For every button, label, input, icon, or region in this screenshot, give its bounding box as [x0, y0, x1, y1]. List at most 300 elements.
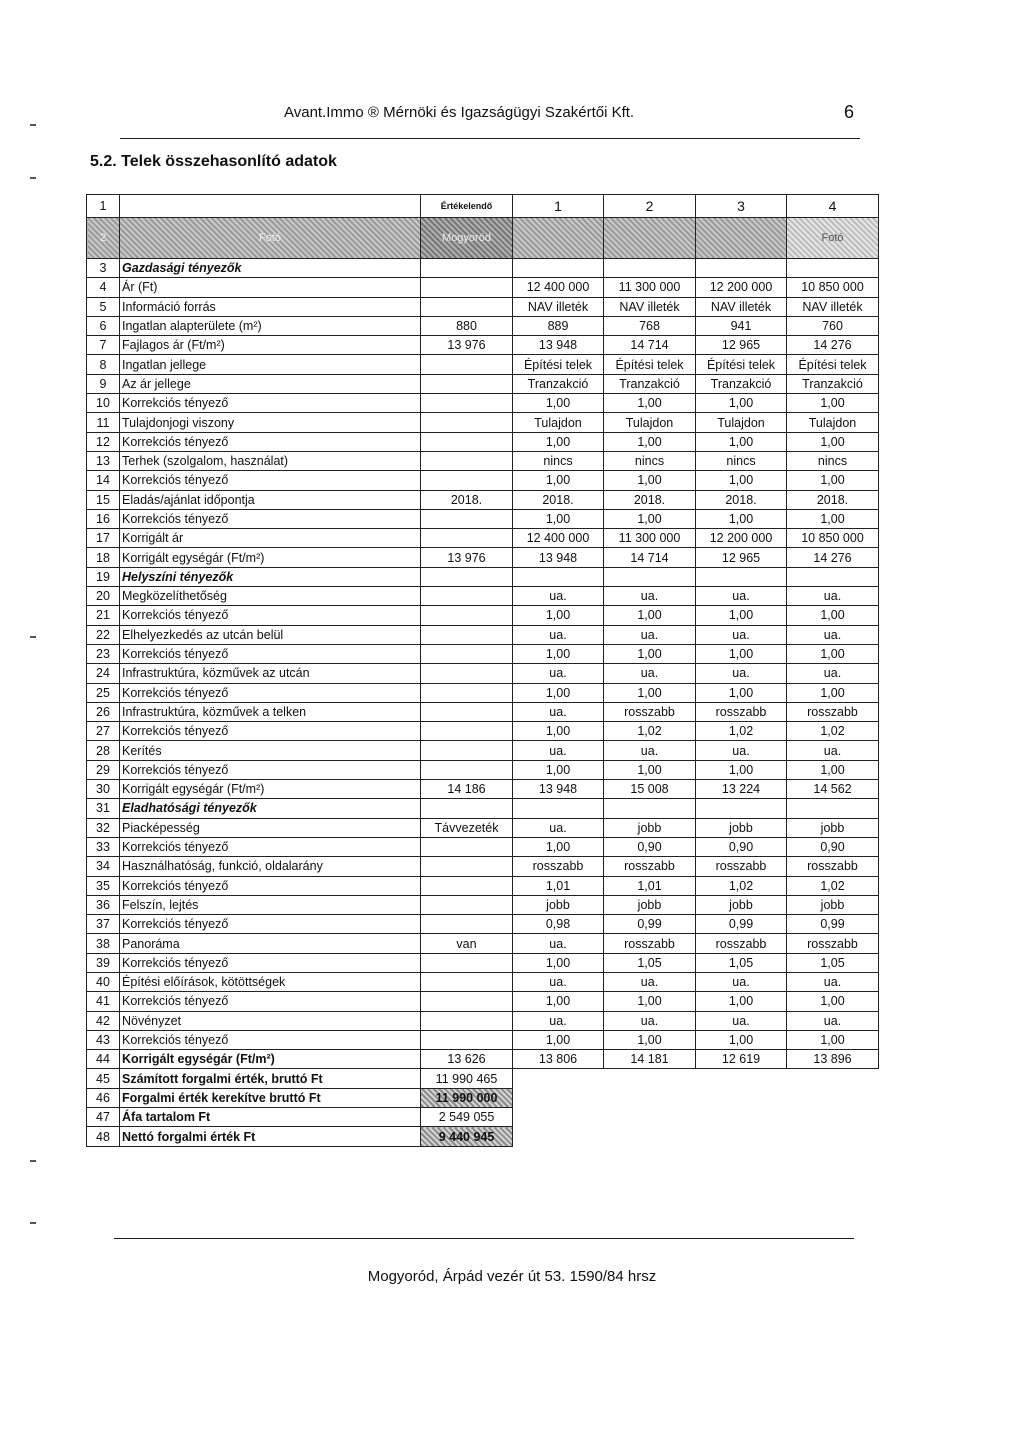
value-cell — [421, 741, 513, 760]
header-cell: 1 — [513, 195, 604, 218]
value-cell — [696, 567, 787, 586]
value-cell: 1,00 — [696, 606, 787, 625]
table-row — [87, 587, 879, 606]
row-number: 44 — [87, 1050, 120, 1069]
value-cell — [421, 799, 513, 818]
value-cell: 1,00 — [604, 509, 696, 528]
table-row — [87, 394, 879, 413]
row-label: Az ár jellege — [120, 374, 421, 393]
summary-value: 11 990 000 — [421, 1088, 513, 1107]
row-number: 30 — [87, 780, 120, 799]
table-row — [87, 336, 879, 355]
row-number: 21 — [87, 606, 120, 625]
value-cell: 1,00 — [787, 683, 879, 702]
value-cell: jobb — [604, 895, 696, 914]
row-number: 45 — [87, 1069, 120, 1088]
value-cell — [421, 529, 513, 548]
value-cell: ua. — [513, 818, 604, 837]
row-number: 5 — [87, 297, 120, 316]
value-cell: 1,02 — [696, 876, 787, 895]
value-cell: ua. — [787, 664, 879, 683]
value-cell: 2018. — [696, 490, 787, 509]
value-cell: 14 181 — [604, 1050, 696, 1069]
value-cell: 2018. — [787, 490, 879, 509]
margin-mark — [30, 1160, 36, 1162]
value-cell — [421, 760, 513, 779]
summary-label: Áfa tartalom Ft — [120, 1108, 421, 1127]
table-row — [87, 548, 879, 567]
table-row — [87, 1050, 879, 1069]
value-cell: 1,00 — [604, 683, 696, 702]
value-cell: ua. — [513, 972, 604, 991]
margin-mark — [30, 124, 36, 126]
value-cell: 1,00 — [696, 760, 787, 779]
table-row — [87, 818, 879, 837]
value-cell — [421, 992, 513, 1011]
row-label: Növényzet — [120, 1011, 421, 1030]
value-cell — [604, 799, 696, 818]
value-cell: rosszabb — [696, 702, 787, 721]
value-cell — [421, 278, 513, 297]
row-label: Korrigált egységár (Ft/m²) — [120, 548, 421, 567]
value-cell: 1,02 — [787, 722, 879, 741]
value-cell: rosszabb — [787, 934, 879, 953]
value-cell: 1,00 — [787, 1030, 879, 1049]
value-cell — [421, 722, 513, 741]
photo-row — [87, 218, 879, 259]
value-cell: rosszabb — [604, 702, 696, 721]
value-cell: 10 850 000 — [787, 529, 879, 548]
value-cell: jobb — [604, 818, 696, 837]
table-row — [87, 432, 879, 451]
value-cell: Tranzakció — [787, 374, 879, 393]
value-cell: 1,00 — [604, 760, 696, 779]
table-row — [87, 857, 879, 876]
row-number: 18 — [87, 548, 120, 567]
value-cell: 1,01 — [513, 876, 604, 895]
table-row — [87, 606, 879, 625]
value-cell: NAV illeték — [604, 297, 696, 316]
value-cell: Építési telek — [787, 355, 879, 374]
value-cell — [421, 259, 513, 278]
value-cell: 10 850 000 — [787, 278, 879, 297]
value-cell: 1,00 — [787, 606, 879, 625]
value-cell: NAV illeték — [787, 297, 879, 316]
value-cell: 1,00 — [604, 432, 696, 451]
value-cell — [421, 683, 513, 702]
value-cell: ua. — [787, 625, 879, 644]
value-cell: 1,02 — [604, 722, 696, 741]
photo-subject: Mogyoród — [421, 218, 513, 259]
row-label: Ingatlan jellege — [120, 355, 421, 374]
value-cell: 13 976 — [421, 548, 513, 567]
value-cell: ua. — [513, 741, 604, 760]
value-cell: rosszabb — [696, 857, 787, 876]
value-cell: 1,00 — [513, 644, 604, 663]
row-number: 22 — [87, 625, 120, 644]
value-cell — [421, 876, 513, 895]
value-cell: 2018. — [604, 490, 696, 509]
value-cell: 1,00 — [513, 606, 604, 625]
value-cell: 14 276 — [787, 548, 879, 567]
table-row — [87, 529, 879, 548]
value-cell: rosszabb — [787, 702, 879, 721]
value-cell: ua. — [604, 625, 696, 644]
table-row — [87, 509, 879, 528]
header-cell: 2 — [604, 195, 696, 218]
summary-label: Számított forgalmi érték, bruttó Ft — [120, 1069, 421, 1088]
value-cell: Építési telek — [513, 355, 604, 374]
value-cell: 14 562 — [787, 780, 879, 799]
row-number: 6 — [87, 316, 120, 335]
table-row — [87, 316, 879, 335]
header-cell: 3 — [696, 195, 787, 218]
value-cell: 1,00 — [787, 992, 879, 1011]
table-row — [87, 895, 879, 914]
value-cell: 1,00 — [696, 394, 787, 413]
value-cell: 1,00 — [513, 953, 604, 972]
value-cell: 0,99 — [787, 915, 879, 934]
value-cell: ua. — [787, 1011, 879, 1030]
table-row — [87, 490, 879, 509]
row-label: Korrekciós tényező — [120, 394, 421, 413]
row-label: Korrekciós tényező — [120, 722, 421, 741]
table-row — [87, 374, 879, 393]
header-title: Avant.Immo ® Mérnöki és Igazságügyi Szakértői Kft. — [284, 104, 635, 121]
value-cell — [513, 567, 604, 586]
value-cell: 1,00 — [604, 644, 696, 663]
value-cell: ua. — [696, 741, 787, 760]
value-cell: 1,00 — [787, 432, 879, 451]
value-cell — [604, 567, 696, 586]
value-cell: 0,90 — [696, 837, 787, 856]
value-cell — [421, 1030, 513, 1049]
value-cell: ua. — [513, 587, 604, 606]
value-cell — [513, 259, 604, 278]
value-cell: 0,90 — [787, 837, 879, 856]
table-row — [87, 741, 879, 760]
value-cell — [421, 702, 513, 721]
table-row — [87, 355, 879, 374]
value-cell — [787, 799, 879, 818]
row-number: 27 — [87, 722, 120, 741]
row-label: Piacképesség — [120, 818, 421, 837]
row-number: 2 — [87, 218, 120, 259]
table-row — [87, 567, 879, 586]
value-cell — [421, 606, 513, 625]
value-cell: 0,90 — [604, 837, 696, 856]
summary-row — [87, 1127, 879, 1146]
row-number: 26 — [87, 702, 120, 721]
value-cell: 1,00 — [513, 432, 604, 451]
row-number: 4 — [87, 278, 120, 297]
row-number: 15 — [87, 490, 120, 509]
value-cell: 1,00 — [696, 432, 787, 451]
margin-mark — [30, 636, 36, 638]
table-header-row — [87, 195, 879, 218]
value-cell: ua. — [513, 625, 604, 644]
value-cell — [696, 799, 787, 818]
value-cell: 1,00 — [604, 1030, 696, 1049]
value-cell: ua. — [604, 664, 696, 683]
row-label: Korrekciós tényező — [120, 992, 421, 1011]
row-label: Tulajdonjogi viszony — [120, 413, 421, 432]
table-row — [87, 780, 879, 799]
value-cell: 941 — [696, 316, 787, 335]
summary-row — [87, 1069, 879, 1088]
summary-label: Forgalmi érték kerekítve bruttó Ft — [120, 1088, 421, 1107]
value-cell: 1,00 — [604, 606, 696, 625]
table-row — [87, 953, 879, 972]
value-cell: 13 626 — [421, 1050, 513, 1069]
table-row — [87, 760, 879, 779]
value-cell: 1,02 — [696, 722, 787, 741]
value-cell — [421, 355, 513, 374]
value-cell: 1,01 — [604, 876, 696, 895]
value-cell: 12 400 000 — [513, 529, 604, 548]
value-cell: 1,00 — [513, 722, 604, 741]
table-row — [87, 683, 879, 702]
summary-row — [87, 1088, 879, 1107]
value-cell — [421, 664, 513, 683]
value-cell: Tranzakció — [696, 374, 787, 393]
value-cell: 1,00 — [696, 471, 787, 490]
row-number: 9 — [87, 374, 120, 393]
row-number: 12 — [87, 432, 120, 451]
value-cell: 0,99 — [604, 915, 696, 934]
table-row — [87, 297, 879, 316]
row-label: Megközelíthetőség — [120, 587, 421, 606]
value-cell: 1,00 — [513, 837, 604, 856]
table-row — [87, 915, 879, 934]
value-cell: NAV illeték — [513, 297, 604, 316]
row-number: 7 — [87, 336, 120, 355]
row-number: 8 — [87, 355, 120, 374]
value-cell: Tulajdon — [604, 413, 696, 432]
row-number: 34 — [87, 857, 120, 876]
value-cell — [421, 837, 513, 856]
row-label: Korrekciós tényező — [120, 1030, 421, 1049]
row-label: Korrigált egységár (Ft/m²) — [120, 1050, 421, 1069]
row-label: Korrekciós tényező — [120, 837, 421, 856]
value-cell: ua. — [513, 1011, 604, 1030]
value-cell: 1,00 — [513, 471, 604, 490]
row-number: 47 — [87, 1108, 120, 1127]
page-footer: Mogyoród, Árpád vezér út 53. 1590/84 hrsz — [367, 1268, 657, 1285]
row-label: Fajlagos ár (Ft/m²) — [120, 336, 421, 355]
row-number: 39 — [87, 953, 120, 972]
photo-cell — [696, 218, 787, 259]
value-cell: rosszabb — [696, 934, 787, 953]
section-heading: Gazdasági tényezők — [120, 259, 421, 278]
value-cell: ua. — [696, 664, 787, 683]
value-cell: 1,00 — [604, 992, 696, 1011]
value-cell: nincs — [696, 451, 787, 470]
value-cell — [604, 259, 696, 278]
row-label: Korrekciós tényező — [120, 915, 421, 934]
table-row — [87, 992, 879, 1011]
footer-divider — [114, 1238, 854, 1239]
value-cell: 1,00 — [787, 394, 879, 413]
value-cell: 12 200 000 — [696, 278, 787, 297]
value-cell: 1,00 — [696, 644, 787, 663]
value-cell: 1,00 — [787, 760, 879, 779]
row-number: 41 — [87, 992, 120, 1011]
page-number: 6 — [843, 102, 854, 122]
row-label: Ingatlan alapterülete (m²) — [120, 316, 421, 335]
header-cell: 1 — [87, 195, 120, 218]
photo-label: Fotó — [120, 218, 421, 259]
row-label: Korrekciós tényező — [120, 876, 421, 895]
row-label: Korrekciós tényező — [120, 760, 421, 779]
section-heading: Eladhatósági tényezők — [120, 799, 421, 818]
value-cell: ua. — [513, 702, 604, 721]
value-cell: 1,00 — [696, 509, 787, 528]
value-cell: ua. — [696, 1011, 787, 1030]
value-cell: 760 — [787, 316, 879, 335]
row-label: Felszín, lejtés — [120, 895, 421, 914]
value-cell: 12 965 — [696, 548, 787, 567]
value-cell: ua. — [696, 587, 787, 606]
value-cell: 1,00 — [696, 683, 787, 702]
value-cell: ua. — [604, 741, 696, 760]
value-cell: jobb — [696, 818, 787, 837]
row-label: Korrekciós tényező — [120, 606, 421, 625]
row-number: 28 — [87, 741, 120, 760]
table-row — [87, 664, 879, 683]
row-number: 32 — [87, 818, 120, 837]
table-row — [87, 471, 879, 490]
value-cell: 0,98 — [513, 915, 604, 934]
value-cell: 1,00 — [513, 683, 604, 702]
value-cell — [421, 394, 513, 413]
value-cell: Tulajdon — [696, 413, 787, 432]
value-cell: Építési telek — [696, 355, 787, 374]
value-cell: ua. — [513, 934, 604, 953]
row-label: Ár (Ft) — [120, 278, 421, 297]
row-label: Korrekciós tényező — [120, 683, 421, 702]
value-cell: ua. — [696, 625, 787, 644]
value-cell: 13 948 — [513, 780, 604, 799]
row-number: 10 — [87, 394, 120, 413]
table-row — [87, 702, 879, 721]
value-cell — [421, 297, 513, 316]
row-number: 25 — [87, 683, 120, 702]
value-cell: 1,00 — [513, 1030, 604, 1049]
value-cell: 15 008 — [604, 780, 696, 799]
value-cell: ua. — [604, 1011, 696, 1030]
comparison-table — [86, 194, 879, 1147]
value-cell — [421, 953, 513, 972]
value-cell: 13 948 — [513, 548, 604, 567]
value-cell — [421, 625, 513, 644]
value-cell — [421, 644, 513, 663]
row-label: Korrekciós tényező — [120, 509, 421, 528]
value-cell: 1,00 — [513, 760, 604, 779]
value-cell — [513, 799, 604, 818]
row-number: 35 — [87, 876, 120, 895]
value-cell: ua. — [604, 972, 696, 991]
value-cell — [421, 972, 513, 991]
value-cell: ua. — [604, 587, 696, 606]
value-cell: 12 200 000 — [696, 529, 787, 548]
value-cell: rosszabb — [604, 857, 696, 876]
value-cell: 1,00 — [513, 509, 604, 528]
value-cell: nincs — [604, 451, 696, 470]
row-number: 17 — [87, 529, 120, 548]
value-cell: 1,05 — [696, 953, 787, 972]
row-label: Korrigált ár — [120, 529, 421, 548]
value-cell — [421, 413, 513, 432]
table-row — [87, 837, 879, 856]
value-cell: 1,00 — [696, 1030, 787, 1049]
value-cell — [696, 259, 787, 278]
value-cell — [421, 432, 513, 451]
table-row — [87, 722, 879, 741]
row-number: 36 — [87, 895, 120, 914]
row-number: 23 — [87, 644, 120, 663]
value-cell: rosszabb — [513, 857, 604, 876]
row-number: 11 — [87, 413, 120, 432]
summary-value: 11 990 465 — [421, 1069, 513, 1088]
value-cell: ua. — [787, 741, 879, 760]
header-cell: Értékelendő — [421, 195, 513, 218]
value-cell: 14 714 — [604, 336, 696, 355]
value-cell: 2018. — [421, 490, 513, 509]
row-number: 43 — [87, 1030, 120, 1049]
value-cell: 13 806 — [513, 1050, 604, 1069]
value-cell: 12 400 000 — [513, 278, 604, 297]
value-cell: rosszabb — [787, 857, 879, 876]
value-cell: ua. — [787, 587, 879, 606]
value-cell: 1,02 — [787, 876, 879, 895]
row-number: 33 — [87, 837, 120, 856]
value-cell: 13 896 — [787, 1050, 879, 1069]
row-number: 24 — [87, 664, 120, 683]
table-row — [87, 934, 879, 953]
row-number: 19 — [87, 567, 120, 586]
row-label: Panoráma — [120, 934, 421, 953]
row-number: 40 — [87, 972, 120, 991]
table-row — [87, 278, 879, 297]
row-number: 16 — [87, 509, 120, 528]
row-number: 13 — [87, 451, 120, 470]
summary-value: 2 549 055 — [421, 1108, 513, 1127]
row-number: 3 — [87, 259, 120, 278]
value-cell: ua. — [513, 664, 604, 683]
page-header — [120, 98, 860, 139]
table-row — [87, 876, 879, 895]
photo-cell: Fotó — [787, 218, 879, 259]
value-cell: 13 948 — [513, 336, 604, 355]
value-cell: ua. — [696, 972, 787, 991]
value-cell — [421, 471, 513, 490]
value-cell — [421, 857, 513, 876]
value-cell: jobb — [696, 895, 787, 914]
value-cell: 1,00 — [604, 394, 696, 413]
value-cell: 2018. — [513, 490, 604, 509]
value-cell: 12 619 — [696, 1050, 787, 1069]
value-cell: 14 714 — [604, 548, 696, 567]
value-cell: 1,00 — [787, 471, 879, 490]
row-label: Infrastruktúra, közművek a telken — [120, 702, 421, 721]
value-cell: Tulajdon — [513, 413, 604, 432]
header-cell — [120, 195, 421, 218]
table-row — [87, 625, 879, 644]
row-label: Terhek (szolgalom, használat) — [120, 451, 421, 470]
value-cell: nincs — [787, 451, 879, 470]
table-row — [87, 451, 879, 470]
